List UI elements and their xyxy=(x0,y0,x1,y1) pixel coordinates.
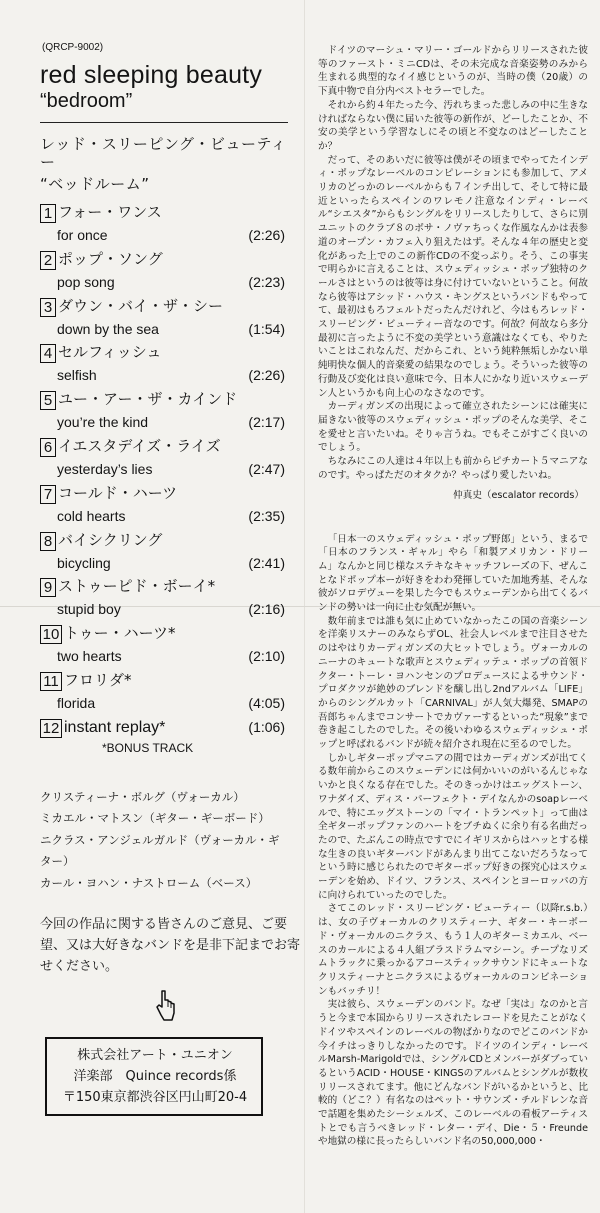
track-duration: (2:47) xyxy=(248,460,285,477)
track-title-jp: instant replay* xyxy=(64,718,166,736)
essay-paragraph: だって、そのあいだに彼等は僕がその頃までやってたインディ・ポップなレーベルのコンピレーションにも参加して、アメリカのどっかのレーベルからも７インチ出して、そして特に最近といったらスペインのワレモノ注意なインディ・レーベル“シエスタ”からもシングルをリリースしたりして、さらに別ユニットのクラブ８のボサ・ノヴァちっくな作風なんかは表参道のオープン・カフェ入り狙えたはず。そんな４年の歴史と変化があった上でのこの新作CDの不変っぷり。そう、この事実で明らかに言えることは、スウェディッシュ・ポップ独特のクールさはというのは彼等は身に付けていないということ。何故なら彼等はアシッド・ハウス・キングスというバンドもやってて、最初はもろフェルトだったんだけれど、今はもろレッド・スリーピング・ビューティー音なのです。何故？何故なら多分最初に言ったように不変の美学という意識はなくても、やりたいことはこれなんだ、だからこれ、という純粋無垢しかない単純明快な個人的音楽愛の結果なのでしょう。そういった彼等の行動及び変化は良い意味で今、日本人にかなり近いスウェーデン人というかも向上心のなさなのです。 xyxy=(318,154,588,399)
liner-notes-1 xyxy=(318,44,588,483)
credits-list xyxy=(40,787,290,895)
track-title-en: two hearts xyxy=(57,648,122,665)
track-number: 11 xyxy=(40,672,62,691)
department-name: 洋楽部 Quince records係 xyxy=(73,1069,237,1085)
track-title-jp: バイシクリング xyxy=(58,530,163,549)
track-title-jp: ユー・アー・ザ・カインド xyxy=(58,390,238,409)
track-title-en: pop song xyxy=(57,273,115,290)
track-item xyxy=(40,671,295,718)
essay-paragraph: それから約４年たった今、汚れちまった悲しみの中に生きなければならない僕に届いた彼等の新作が、どーしたことか、不安の美学という学習なしにその頃と不変なのはどーしたことか？ xyxy=(318,99,588,152)
track-number: 10 xyxy=(40,625,62,644)
essay-paragraph: カーディガンズの出現によって確立されたシーンには確実に届きない彼等のスウェディッシュ・ポップのそんな美学、そこを愛せと言いたいね。そりゃ言うね。でもそこがすごく良いのでしょう。 xyxy=(318,401,588,454)
right-column xyxy=(318,44,588,1149)
credit-item: クリスティーナ・ボルグ（ヴォーカル） xyxy=(40,789,245,804)
track-duration: (2:17) xyxy=(248,414,285,431)
track-item xyxy=(40,343,295,390)
track-duration: (2:41) xyxy=(248,554,285,571)
address-box xyxy=(45,1037,263,1116)
track-title-en: bicycling xyxy=(57,554,111,571)
track-title-jp: トゥー・ハーツ* xyxy=(64,624,176,643)
track-item xyxy=(40,531,295,578)
essay-paragraph: 数年前までは誰も気に止めていなかったこの国の音楽シーンを洋楽リスナーのみならずOL、社会人レベルまで注目させたのはやはりカーディガンズの大ヒットでしょう。ヴォーカルのニーナのキュートな歌声とスウェディッテュ・ポップの首領ドクター・トーレ・ヨハンセンのプロデュースによるサウンド・プロダクツが絶妙のブレンドを醸し出し2ndアルバム「LIFE」からのシングルカット「CARNIVAL」が人気大爆発、SMAPの吾郎ちゃんまでコンサートでカヴァーするといった“現象”まで巻き起こしたのでした。その後いわゆるスウェディッシュ・ポップと呼ばれるバンドが続々紹介され現在に至るのでした。 xyxy=(318,615,588,751)
pointing-hand-icon xyxy=(152,989,178,1023)
track-duration: (2:26) xyxy=(248,227,285,243)
track-item xyxy=(40,437,295,484)
track-list xyxy=(40,203,295,765)
track-title-en: you’re the kind xyxy=(57,414,149,431)
track-number: 6 xyxy=(40,438,56,457)
liner-notes-2 xyxy=(318,533,588,1150)
track-title-jp: フロリダ* xyxy=(64,670,132,689)
track-title-jp: ストゥーピド・ボーイ* xyxy=(58,577,216,596)
track-item xyxy=(40,390,295,437)
album-title-jp: レッド・スリーピング・ビューティー xyxy=(40,135,287,171)
track-item xyxy=(40,577,295,624)
track-title-en: cold hearts xyxy=(57,507,126,524)
track-title-en: selfish xyxy=(57,367,97,384)
album-subtitle-en: “bedroom” xyxy=(40,90,133,112)
track-duration: (2:35) xyxy=(248,507,285,524)
track-number: 5 xyxy=(40,391,56,410)
track-title-en: yesterday’s lies xyxy=(57,460,153,477)
track-duration: (2:10) xyxy=(248,648,285,665)
track-title-en: down by the sea xyxy=(57,320,159,337)
track-number: 2 xyxy=(40,251,56,270)
track-duration: (1:54) xyxy=(248,320,285,337)
track-title-jp: コールド・ハーツ xyxy=(58,483,178,502)
bonus-track-note: *BONUS TRACK xyxy=(102,740,194,755)
track-number: 8 xyxy=(40,532,56,551)
track-title-jp: フォー・ワンス xyxy=(58,203,162,221)
track-item xyxy=(40,250,295,297)
track-item xyxy=(40,718,295,765)
company-name: 株式会社アート・ユニオン xyxy=(77,1048,233,1064)
track-item xyxy=(40,297,295,344)
track-number: 1 xyxy=(40,204,56,223)
track-title-en: for once xyxy=(57,227,108,243)
track-number: 4 xyxy=(40,344,56,363)
catalog-number: (QRCP-9002) xyxy=(42,42,104,53)
track-duration: (4:05) xyxy=(248,694,285,711)
track-number: 12 xyxy=(40,719,62,738)
postal-address: 〒150東京都渋谷区円山町20-4 xyxy=(62,1090,248,1106)
feedback-notice: 今回の作品に関する皆さんのご意見、ご要望、又は大好きなバンドを是非下記までお寄せください。 xyxy=(40,917,301,975)
album-subtitle-jp: “ベッドルーム” xyxy=(40,175,150,193)
track-title-jp: イエスタデイズ・ライズ xyxy=(58,436,221,455)
credit-item: ミカエル・マトスン（ギター・ギーボード） xyxy=(40,811,270,826)
track-item xyxy=(40,484,295,531)
track-title-en: florida xyxy=(57,694,96,711)
track-item xyxy=(40,624,295,671)
track-title-jp: ダウン・バイ・ザ・シー xyxy=(58,296,224,315)
essay-paragraph: 「日本一のスウェディッシュ・ポップ野郎」という、まるで「日本のフランス・ギャル」やら「和製アメリカン・ドリーム」なんかと同じ様なステキなキャッチフレーズの下、ぜんことなドポップ本ーが好きをわわ発揮していた加地秀基、そんな彼がソロデヴューを果した今でもスウェーデンから出てくるバンドの勢いは一向に止む気配が無い。 xyxy=(318,533,588,614)
essay-paragraph: さてこのレッド・スリーピング・ビューティー（以降r.s.b.）は、女の子ヴォーカルのクリスティーナ、ギター・キーボード・ヴォーカルのニクラス、もう１人のギターミカエル、ベースのカールによる４人組ブラスドラムマシーン。チープなリズムトラックに乗っかるアコースティックサウンドにキュートなクリスティーナとニクラスによるヴォーカルのコンビネーションもバッチリ！ xyxy=(318,903,588,997)
left-column xyxy=(40,42,301,1116)
track-duration: (2:26) xyxy=(248,367,285,384)
track-duration: (2:16) xyxy=(248,601,285,618)
essay-paragraph: 実は彼ら、スウェーデンのバンド。なぜ「実は」なのかと言うと今まで本国からリリースされたレコードを見たことがなくドイツやスペインのレーベルの物ばかりなのでどこのバンドか今イチはっきりしなかったのです。ドイツのインディ・レーベルMarsh-Marigoldでは、シングルCDとメンバーがダブっているというACID・HOUSE・KINGSのアルバムとシングルが数枚リリースされてます。他にどんなバンドがいるかというと、比較的（どこ？）有名なのはペット・サウンズ・チルドレンな音で話題を集めたシーシェルズ、このレーベルの看板アーティストとでも言うべきレッド・レター・デイ、Die・５・Freundeや地獄の様に長ったらしいバンド名の50,000,000・ xyxy=(318,999,588,1148)
author-signature: 仲真史（escalator records） xyxy=(453,489,584,501)
track-number: 7 xyxy=(40,485,56,504)
track-number: 9 xyxy=(40,578,56,597)
album-title-en: red sleeping beauty xyxy=(40,61,263,89)
track-item xyxy=(40,203,295,250)
credit-item: ニクラス・アンジェルガルド（ヴォーカル・ギター） xyxy=(40,832,280,869)
essay-paragraph: ちなみにこの人達は４年以上も前からピチカート５マニアなのです。やっぱただのオタクか？やっぱり愛したいね。 xyxy=(318,456,588,481)
essay-paragraph: ドイツのマーシュ・マリー・ゴールドからリリースされた彼等のファースト・ミニCDは、その未完成な音楽姿勢のみから生まれる典型的なイイ感じというのが、当時の僕（20歳）の下真中物で自分内ベストセラーでした。 xyxy=(318,45,588,98)
title-divider xyxy=(40,122,288,123)
track-number: 3 xyxy=(40,298,56,317)
track-duration: (1:06) xyxy=(248,718,285,735)
essay-paragraph: しかしギターポップマニアの間ではカーディガンズが出てくる数年前からこのスウェーデンには何かいいのがいるんじゃないかと良くなる存在でした。そのきっかけはエッグストーン、ワナダイズ、ディス・パーフェクト・デイなんかのsoapレーベルで、特にエッグストーンの「マイ・トランペット」って曲は全ギターポップファンのハートをブチぬくに余り有る名曲だったので、たぶんこの時点ですでにイギリスからはハッとする様な生きの良いギターバンドがあんまり出てこないだろうなってという時に感じられたのでギターポップ好きの探究心はスウェーデンを始め、ドイツ、フランス、スペインとヨーロッパの方に向けられていったのでした。 xyxy=(318,752,588,901)
track-duration: (2:23) xyxy=(248,273,285,290)
track-title-jp: ポップ・ソング xyxy=(58,249,163,268)
credit-item: カール・ヨハン・ナストローム（ベース） xyxy=(40,875,258,890)
track-title-en: stupid boy xyxy=(57,601,121,618)
track-title-jp: セルフィッシュ xyxy=(58,343,162,362)
